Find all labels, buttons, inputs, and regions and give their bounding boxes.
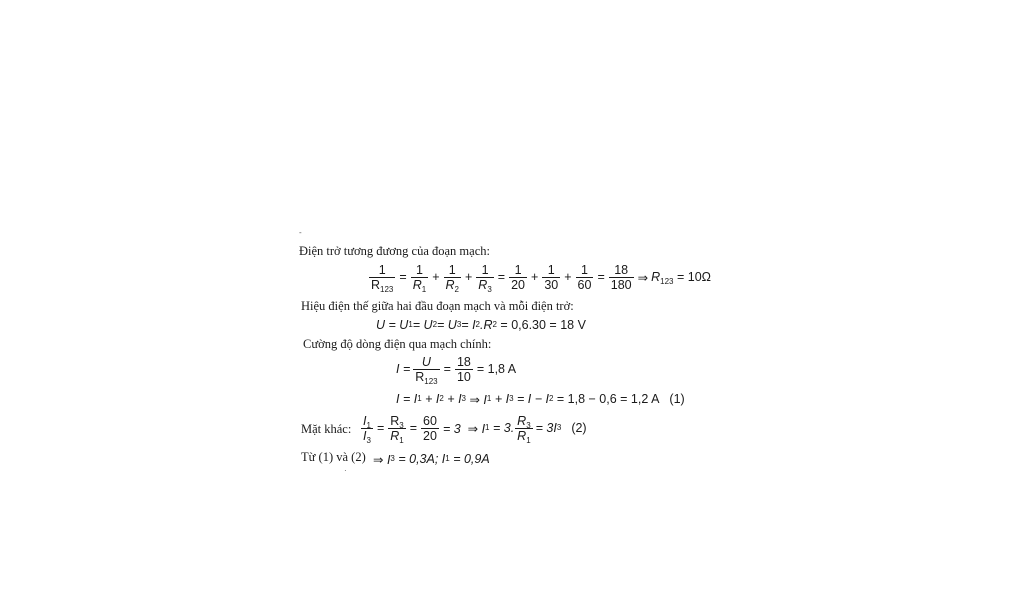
equation-voltage: U = U 1 = U 2 = U 3 = I 2 .R 2 = 0,6.30 = 18 V <box>376 318 586 332</box>
eq-part: = I <box>461 318 476 332</box>
numerator: 1 <box>378 262 386 277</box>
eq-part: = 0,3A; I <box>394 452 446 466</box>
eq-part: = 0,9A <box>449 452 490 466</box>
den-symbol: R <box>412 277 422 292</box>
eq-part: + I <box>421 392 440 406</box>
num-subscript: 3 <box>526 420 531 430</box>
eq-part: I = <box>396 362 411 376</box>
heading-main-current: Cường độ dòng điện qua mạch chính: <box>303 337 492 351</box>
den-subscript: 1 <box>421 284 427 294</box>
fraction <box>361 414 373 443</box>
eq-part: .R <box>480 318 493 332</box>
stray-mark-bottom: · <box>344 466 347 475</box>
numerator: 1 <box>448 262 456 277</box>
equation-current-sum: I = I 1 + I 2 + I 3 ⇒ I 1 + I 3 = I − I 2 = 1,8 − 0,6 = 1,2 A (1) <box>396 392 685 407</box>
equation-ratio: $\frac{I_1}{I_3}$ = $\frac{R_3}{R_1}$ = $\frac{60}{20}$ = 3 ⇒ I 1 = 3. $\frac{R_3}{R_1}$ = 3I 3 (2) <box>363 413 587 445</box>
num-subscript: 3 <box>399 420 404 430</box>
stray-mark-top: - <box>299 228 302 237</box>
result <box>651 270 711 284</box>
equation-equivalent-resistance: $\frac{1}{R_{123}}$ = $\frac{1}{R_1}$ + $\frac{1}{R_2}$ + $\frac{1}{R_3}$ = $\frac{1}{20}$ + $\frac{1}{30}$ + $\frac{1}{60}$ = $\frac{18}{180}$ ⇒ $R_{123} = 10\Omega$ <box>371 262 711 294</box>
result-value: = 10Ω <box>676 270 711 284</box>
num-symbol: I <box>363 413 367 428</box>
denominator <box>476 277 493 292</box>
den-symbol: R <box>445 277 455 292</box>
denominator <box>411 277 428 292</box>
numerator <box>361 414 373 428</box>
fraction <box>388 414 405 443</box>
fraction <box>455 355 473 384</box>
fraction <box>413 355 439 384</box>
numerator: 18 <box>456 354 471 369</box>
eq-part: = 3. <box>489 421 515 435</box>
denominator <box>444 277 461 292</box>
result-symbol: R <box>651 270 661 284</box>
denominator: 10 <box>456 369 471 384</box>
eq-part: = 3 ⇒ I <box>442 421 486 436</box>
den-subscript: 123 <box>380 284 394 294</box>
eq-part: = U <box>437 318 457 332</box>
fraction <box>411 263 428 292</box>
denominator <box>515 428 532 443</box>
eq-part: = 1,8 − 0,6 = 1,2 A <box>553 392 660 406</box>
fraction <box>509 263 527 292</box>
denominator <box>369 277 395 292</box>
den-symbol: R <box>517 428 527 443</box>
eq-part: = 0,6.30 = 18 V <box>496 318 586 332</box>
numerator: 1 <box>481 262 489 277</box>
numerator <box>515 414 532 428</box>
den-subscript: 123 <box>424 376 438 386</box>
equation-final-currents: ⇒ I 3 = 0,3A; I 1 = 0,9A <box>373 452 490 467</box>
den-symbol: R <box>415 369 425 384</box>
denominator: 30 <box>544 277 559 292</box>
num-symbol: R <box>517 413 527 428</box>
fraction <box>369 263 395 292</box>
heading-voltage: Hiệu điện thế giữa hai đầu đoạn mạch và mỗi điện trở: <box>301 299 574 313</box>
fraction <box>476 263 493 292</box>
label-from-1-and-2: Từ (1) và (2) <box>301 450 366 464</box>
numerator: U <box>421 354 431 369</box>
num-symbol: R <box>390 413 400 428</box>
eq-part: ⇒ I <box>373 452 391 467</box>
numerator: 18 <box>614 262 629 277</box>
eq-part: = I − I <box>513 392 549 406</box>
denominator: 20 <box>423 428 437 443</box>
den-subscript: 1 <box>399 435 404 445</box>
num-subscript: 1 <box>366 420 371 430</box>
eq-part: = 3I <box>535 421 557 435</box>
fraction <box>421 414 439 443</box>
eq-part: ⇒ I <box>466 392 487 407</box>
numerator: 1 <box>581 262 588 277</box>
eq-part: + I <box>491 392 510 406</box>
fraction <box>609 263 634 292</box>
numerator: 1 <box>547 262 555 277</box>
den-subscript: 3 <box>366 435 371 445</box>
denominator <box>388 428 405 443</box>
equation-tag: (1) <box>669 392 685 406</box>
eq-part: = 1,8 A <box>476 362 517 376</box>
numerator: 60 <box>423 413 437 428</box>
eq-part: U = U <box>376 318 409 332</box>
den-subscript: 1 <box>526 435 531 445</box>
equation-main-current: I = $\frac{U}{R_{123}}$ = $\frac{18}{10}$ = 1,8 A <box>396 354 517 386</box>
denominator <box>361 428 373 443</box>
den-symbol: R <box>390 428 400 443</box>
heading-equivalent-resistance: Điện trở tương đương của đoạn mạch: <box>299 244 490 258</box>
eq-part: = U <box>412 318 433 332</box>
fraction <box>515 414 532 443</box>
den-symbol: R <box>478 277 488 292</box>
den-symbol: I <box>363 428 367 443</box>
denominator: 180 <box>610 277 632 292</box>
numerator: 1 <box>415 262 423 277</box>
fraction <box>576 263 594 292</box>
den-symbol: R <box>371 277 381 292</box>
label-other-hand: Mặt khác: <box>301 422 352 436</box>
denominator: 20 <box>511 277 525 292</box>
denominator <box>413 369 439 384</box>
den-subscript: 2 <box>454 284 459 294</box>
eq-part: + I <box>443 392 462 406</box>
equation-tag: (2) <box>571 421 587 435</box>
numerator: 1 <box>514 262 522 277</box>
denominator: 60 <box>577 277 592 292</box>
result-subscript: 123 <box>660 277 674 286</box>
eq-part: I = I <box>396 392 418 406</box>
fraction <box>542 263 560 292</box>
fraction <box>444 263 461 292</box>
den-subscript: 3 <box>487 284 492 294</box>
numerator <box>388 414 405 428</box>
